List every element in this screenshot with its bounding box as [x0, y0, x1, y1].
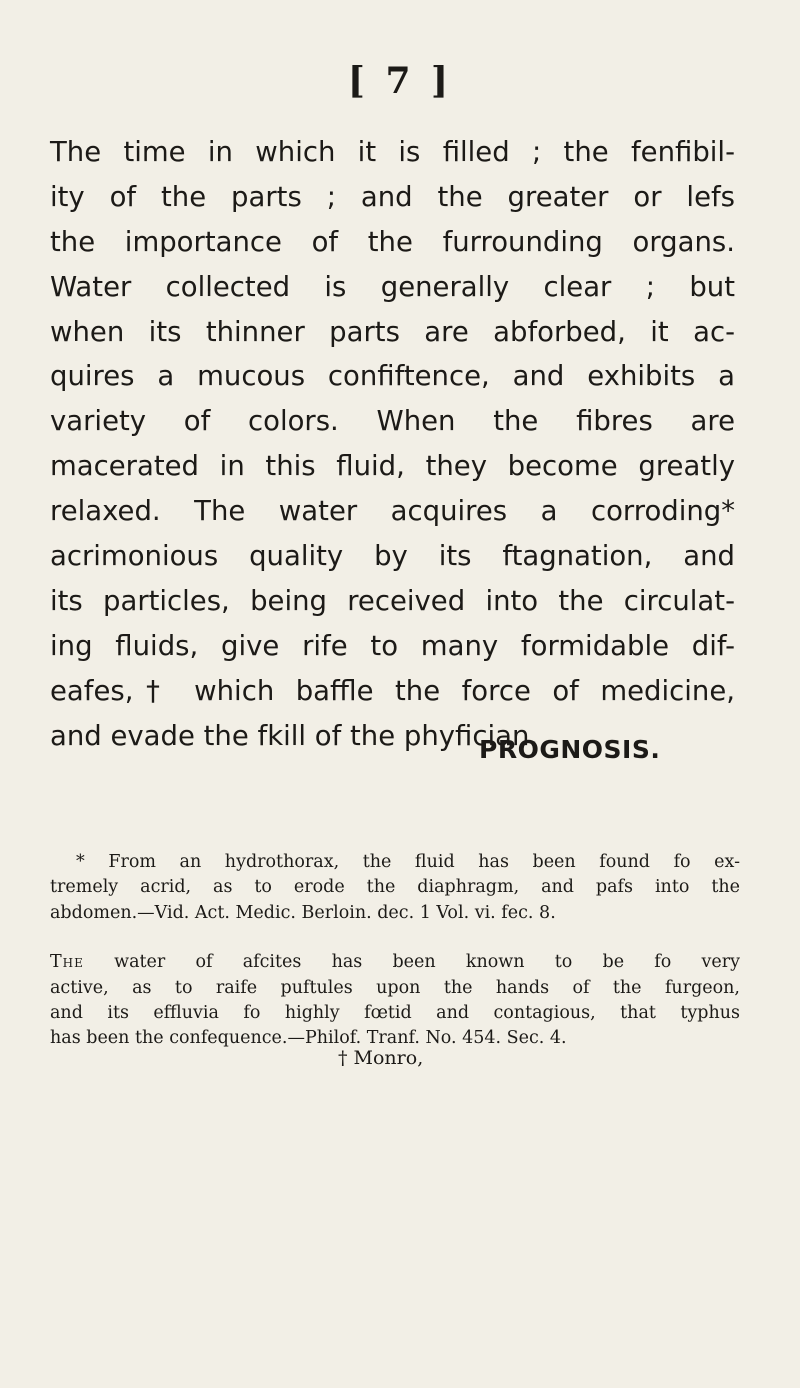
section-heading: PROGNOSIS. [479, 735, 661, 764]
body-line: The time in which it is filled ; the fenfibil- [50, 136, 735, 168]
body-line: and evade the fkill of the phyfician. [50, 719, 539, 752]
body-line: acrimonious quality by its ftagnation, and [50, 540, 735, 573]
body-paragraph [50, 130, 735, 758]
body-line: the importance of the furrounding organs. [50, 225, 735, 258]
footnote-line: and its effluvia fo highly fœtid and contagious, that typhus [50, 1002, 740, 1023]
body-line: quires a mucous confiftence, and exhibits a [50, 360, 735, 393]
body-line: ing fluids, give rife to many formidable dif- [50, 629, 735, 662]
footnote-line: tremely acrid, as to erode the diaphragm, and pafs into the [50, 877, 740, 898]
footnote-attribution: † Monro, [338, 1047, 424, 1069]
page-number: [ 7 ] [347, 60, 453, 102]
body-line: its particles, being received into the circulat- [50, 584, 735, 617]
body-line: ity of the parts ; and the greater or lefs [50, 180, 735, 213]
footnote-line: * From an hydrothorax, the fluid has been found fo ex- [76, 852, 740, 872]
footnote-lead-word: The [50, 952, 84, 973]
body-line: eafes,† which baffle the force of medicine, [50, 674, 735, 707]
body-line: variety of colors. When the fibres are [50, 405, 735, 438]
body-line: macerated in this fluid, they become greatly [50, 450, 735, 483]
body-line: when its thinner parts are abforbed, it ac- [50, 315, 735, 348]
footnote-line: active, as to raife puftules upon the hands of the furgeon, [50, 977, 740, 998]
footnote-line: has been the confequence.—Philof. Tranf. No. 454. Sec. 4. [50, 1028, 567, 1049]
footnotes [50, 850, 740, 1052]
body-line: relaxed. The water acquires a corroding* [50, 495, 735, 528]
footnote-line [50, 950, 740, 975]
footnote-line: abdomen.—Vid. Act. Medic. Berloin. dec. 1 Vol. vi. fec. 8. [50, 902, 556, 923]
footnote-line-text: water of afcites has been known to be fo very [83, 952, 740, 973]
body-line: Water collected is generally clear ; but [50, 270, 735, 303]
